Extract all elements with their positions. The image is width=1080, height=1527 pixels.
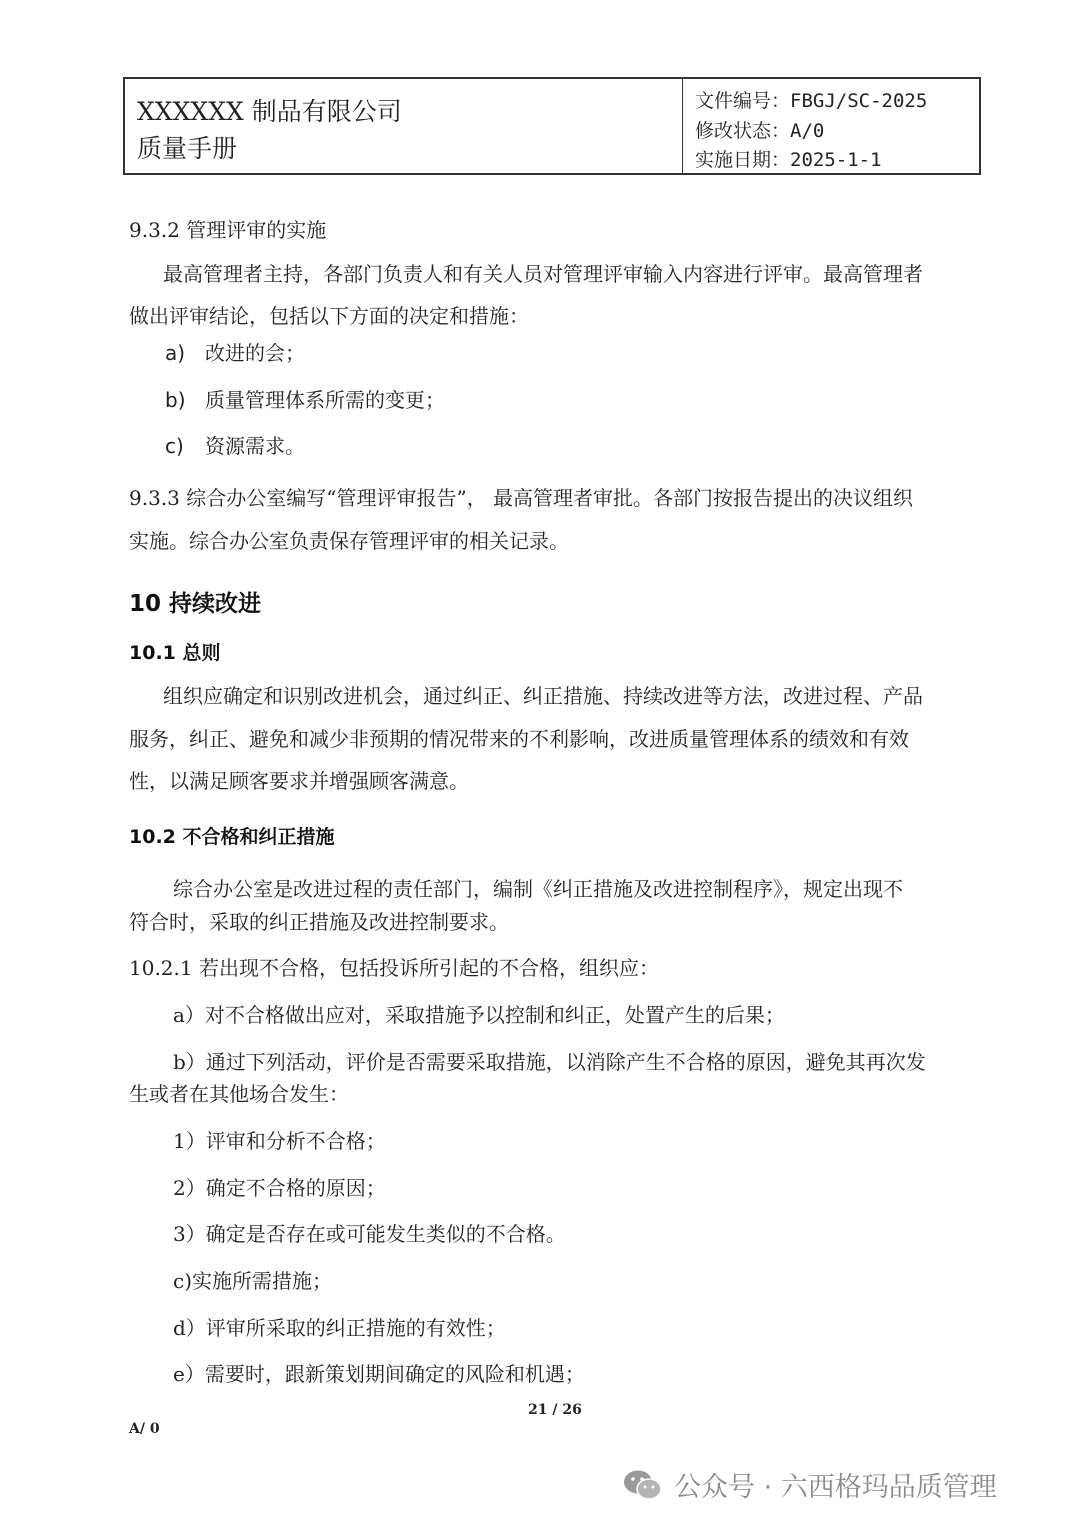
section-9-3-2-title: 9.3.2 管理评审的实施 [129, 218, 327, 242]
paragraph-line: 组织应确定和识别改进机会，通过纠正、纠正措施、持续改进等方法，改进过程、产品 [163, 684, 923, 708]
doc-number: 文件编号：FBGJ/SC-2025 [695, 90, 928, 112]
list-item-label: a) [165, 341, 186, 365]
paragraph-line: 实施。综合办公室负责保存管理评审的相关记录。 [129, 529, 569, 553]
list-item: e）需要时，跟新策划期间确定的风险和机遇； [173, 1362, 585, 1386]
paragraph-line: 生或者在其他场合发生： [129, 1082, 349, 1106]
section-10-2-1-title: 10.2.1 若出现不合格，包括投诉所引起的不合格，组织应： [129, 956, 659, 980]
paragraph-line: 服务，纠正、避免和减少非预期的情况带来的不利影响，改进质量管理体系的绩效和有效 [129, 727, 909, 751]
paragraph-line: 符合时，采取的纠正措施及改进控制要求。 [129, 910, 509, 934]
sub-list-item: 3）确定是否存在或可能发生类似的不合格。 [173, 1222, 566, 1246]
page-number: 21 / 26 [528, 1402, 582, 1418]
list-item-label: b) [165, 388, 186, 412]
heading-10: 10 持续改进 [129, 591, 262, 617]
watermark [622, 1465, 997, 1504]
list-item-text: 质量管理体系所需的变更； [205, 388, 445, 412]
sub-list-item: 2）确定不合格的原因； [173, 1176, 386, 1200]
list-item: b）通过下列活动，评价是否需要采取措施，以消除产生不合格的原因，避免其再次发 [173, 1050, 926, 1074]
heading-10-1: 10.1 总则 [129, 642, 221, 664]
list-item: a）对不合格做出应对，采取措施予以控制和纠正，处置产生的后果； [173, 1003, 785, 1027]
sub-list-item: 1）评审和分析不合格； [173, 1129, 386, 1153]
wechat-icon [622, 1468, 664, 1502]
paragraph-line: 做出评审结论，包括以下方面的决定和措施： [129, 304, 529, 328]
company-name: XXXXXX 制品有限公司 [137, 97, 402, 126]
list-item-label: c) [165, 434, 184, 458]
header-title-cell [125, 79, 683, 173]
list-item: c)实施所需措施； [173, 1269, 333, 1293]
section-9-3-3-line: 9.3.3 综合办公室编写“管理评审报告”， 最高管理者审批。各部门按报告提出的决议组织 [129, 486, 914, 510]
list-item [165, 337, 305, 366]
paragraph-line: 最高管理者主持，各部门负责人和有关人员对管理评审输入内容进行评审。最高管理者 [163, 262, 923, 286]
header-info-cell [683, 79, 979, 173]
paragraph-line: 性，以满足顾客要求并增强顾客满意。 [129, 769, 469, 793]
watermark-text: 公众号 · 六西格玛品质管理 [674, 1472, 997, 1503]
document-header [123, 77, 981, 175]
effective-date: 实施日期：2025-1-1 [695, 149, 882, 171]
manual-title: 质量手册 [137, 134, 238, 163]
paragraph-line: 综合办公室是改进过程的责任部门，编制《纠正措施及改进控制程序》，规定出现不 [173, 877, 903, 901]
list-item [165, 384, 445, 413]
list-item-text: 资源需求。 [205, 434, 305, 458]
list-item: d）评审所采取的纠正措施的有效性； [173, 1316, 506, 1340]
list-item-text: 改进的会； [205, 341, 305, 365]
heading-10-2: 10.2 不合格和纠正措施 [129, 826, 335, 848]
footer-revision: A/ 0 [129, 1421, 160, 1437]
revision-status: 修改状态：A/0 [695, 119, 825, 142]
list-item [165, 430, 305, 459]
